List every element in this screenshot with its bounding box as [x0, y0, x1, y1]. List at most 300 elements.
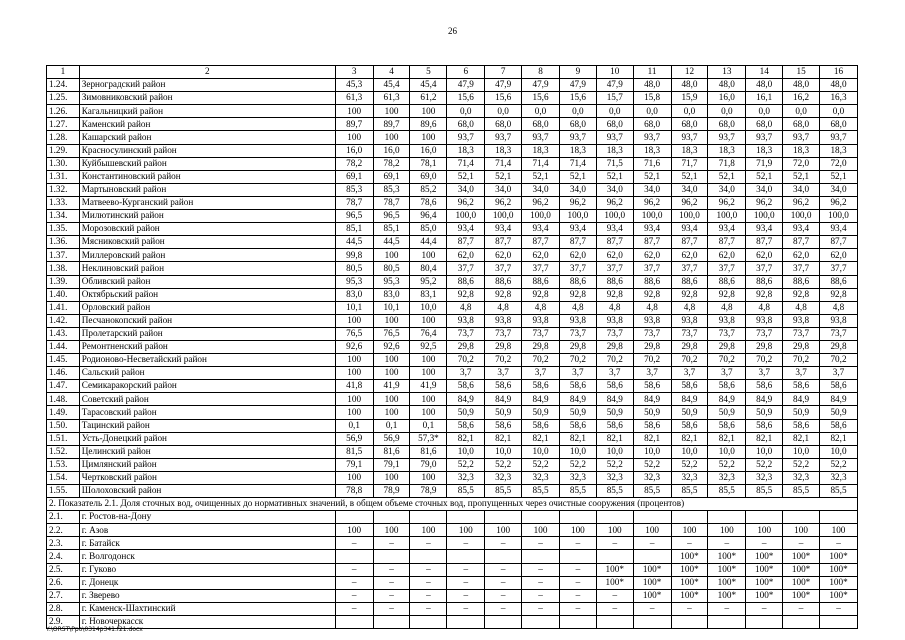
- table-row: [47, 262, 858, 275]
- table-row: [47, 314, 858, 327]
- value-cell: 34,0: [485, 183, 522, 196]
- value-cell: 34,0: [596, 183, 633, 196]
- table-row: [47, 157, 858, 170]
- value-cell: 100: [373, 314, 410, 327]
- value-cell: –: [783, 602, 820, 615]
- value-cell: 93,7: [447, 131, 485, 144]
- value-cell: 58,6: [485, 419, 522, 432]
- value-cell: 29,8: [746, 340, 783, 353]
- value-cell: 93,4: [820, 223, 858, 236]
- value-cell: 71,4: [559, 157, 596, 170]
- row-number: 1.41.: [47, 301, 80, 314]
- value-cell: 85,0: [410, 223, 447, 236]
- value-cell: 78,9: [410, 485, 447, 498]
- value-cell: [373, 550, 410, 563]
- row-number: 1.55.: [47, 485, 80, 498]
- row-number: 2.6.: [47, 576, 80, 589]
- value-cell: 92,6: [373, 340, 410, 353]
- value-cell: [447, 550, 485, 563]
- value-cell: 78,8: [335, 485, 373, 498]
- value-cell: [559, 615, 596, 628]
- value-cell: 100: [335, 131, 373, 144]
- row-number: 1.29.: [47, 144, 80, 157]
- column-header: 4: [373, 66, 410, 79]
- value-cell: 32,3: [746, 471, 783, 484]
- column-header: 1: [47, 66, 80, 79]
- value-cell: 96,5: [335, 210, 373, 223]
- value-cell: 32,3: [522, 471, 560, 484]
- value-cell: 4,8: [783, 301, 820, 314]
- value-cell: 100: [671, 524, 708, 537]
- value-cell: 52,2: [746, 458, 783, 471]
- value-cell: [820, 511, 858, 524]
- value-cell: 68,0: [485, 118, 522, 131]
- value-cell: 62,0: [447, 249, 485, 262]
- row-number: 2.5.: [47, 563, 80, 576]
- district-name: Тарасовский район: [79, 406, 335, 419]
- value-cell: 84,9: [633, 393, 671, 406]
- value-cell: 37,7: [596, 262, 633, 275]
- value-cell: 70,2: [559, 354, 596, 367]
- value-cell: –: [708, 537, 746, 550]
- value-cell: 93,8: [559, 314, 596, 327]
- row-number: 2.8.: [47, 602, 80, 615]
- district-name: Кагальницкий район: [79, 105, 335, 118]
- value-cell: 29,8: [522, 340, 560, 353]
- table-row: [47, 354, 858, 367]
- value-cell: 18,3: [485, 144, 522, 157]
- value-cell: 58,6: [783, 419, 820, 432]
- value-cell: 58,6: [671, 419, 708, 432]
- value-cell: [746, 511, 783, 524]
- value-cell: 16,2: [783, 92, 820, 105]
- section-title: 2. Показатель 2.1. Доля сточных вод, очищенных до нормативных значений, в общем объеме сточных вод, пропущенных через очистные сооружения (процентов): [47, 498, 858, 511]
- value-cell: 87,7: [820, 236, 858, 249]
- value-cell: 73,7: [522, 327, 560, 340]
- row-number: 1.26.: [47, 105, 80, 118]
- value-cell: 100: [335, 354, 373, 367]
- value-cell: [559, 550, 596, 563]
- value-cell: –: [485, 589, 522, 602]
- value-cell: 52,2: [820, 458, 858, 471]
- table-row: [47, 485, 858, 498]
- value-cell: 44,4: [410, 236, 447, 249]
- value-cell: 10,0: [447, 445, 485, 458]
- value-cell: 4,8: [596, 301, 633, 314]
- value-cell: 84,9: [485, 393, 522, 406]
- value-cell: 4,8: [708, 301, 746, 314]
- value-cell: 0,0: [559, 105, 596, 118]
- value-cell: 81,5: [335, 445, 373, 458]
- district-name: Зерноградский район: [79, 79, 335, 92]
- value-cell: 93,8: [485, 314, 522, 327]
- column-header: 8: [522, 66, 560, 79]
- value-cell: 96,2: [708, 196, 746, 209]
- value-cell: 71,4: [447, 157, 485, 170]
- value-cell: 100: [373, 393, 410, 406]
- value-cell: 16,0: [410, 144, 447, 157]
- value-cell: 85,5: [447, 485, 485, 498]
- value-cell: 62,0: [708, 249, 746, 262]
- value-cell: –: [373, 537, 410, 550]
- row-number: 1.52.: [47, 445, 80, 458]
- value-cell: –: [633, 602, 671, 615]
- value-cell: 4,8: [633, 301, 671, 314]
- value-cell: 99,8: [335, 249, 373, 262]
- value-cell: 32,3: [485, 471, 522, 484]
- row-number: 1.53.: [47, 458, 80, 471]
- value-cell: 37,7: [783, 262, 820, 275]
- value-cell: 18,3: [522, 144, 560, 157]
- value-cell: 68,0: [559, 118, 596, 131]
- value-cell: 96,5: [373, 210, 410, 223]
- value-cell: 100,0: [783, 210, 820, 223]
- value-cell: 100*: [633, 576, 671, 589]
- value-cell: –: [708, 602, 746, 615]
- value-cell: 58,6: [746, 380, 783, 393]
- table-row: [47, 144, 858, 157]
- value-cell: [671, 615, 708, 628]
- value-cell: 80,4: [410, 262, 447, 275]
- value-cell: 85,1: [373, 223, 410, 236]
- value-cell: 29,8: [485, 340, 522, 353]
- value-cell: –: [820, 602, 858, 615]
- value-cell: 15,6: [485, 92, 522, 105]
- value-cell: 52,1: [559, 170, 596, 183]
- table-row: [47, 275, 858, 288]
- value-cell: 88,6: [708, 275, 746, 288]
- value-cell: 82,1: [559, 432, 596, 445]
- value-cell: 87,7: [522, 236, 560, 249]
- value-cell: 93,7: [708, 131, 746, 144]
- value-cell: 82,1: [708, 432, 746, 445]
- value-cell: 52,2: [671, 458, 708, 471]
- value-cell: 84,9: [783, 393, 820, 406]
- value-cell: 58,6: [708, 419, 746, 432]
- value-cell: [410, 615, 447, 628]
- column-header: 5: [410, 66, 447, 79]
- row-number: 1.36.: [47, 236, 80, 249]
- value-cell: 37,7: [447, 262, 485, 275]
- value-cell: 100: [559, 524, 596, 537]
- value-cell: 84,9: [708, 393, 746, 406]
- value-cell: –: [596, 589, 633, 602]
- value-cell: 4,8: [485, 301, 522, 314]
- value-cell: 29,8: [559, 340, 596, 353]
- value-cell: 10,0: [746, 445, 783, 458]
- value-cell: 37,7: [820, 262, 858, 275]
- value-cell: 84,9: [671, 393, 708, 406]
- value-cell: 52,2: [485, 458, 522, 471]
- column-header: 7: [485, 66, 522, 79]
- value-cell: 93,8: [708, 314, 746, 327]
- value-cell: 85,1: [335, 223, 373, 236]
- value-cell: 100*: [746, 576, 783, 589]
- value-cell: 32,3: [820, 471, 858, 484]
- value-cell: 87,7: [746, 236, 783, 249]
- value-cell: 32,3: [783, 471, 820, 484]
- value-cell: 95,3: [373, 275, 410, 288]
- value-cell: 10,0: [708, 445, 746, 458]
- column-header: 13: [708, 66, 746, 79]
- value-cell: 52,1: [596, 170, 633, 183]
- value-cell: 10,0: [596, 445, 633, 458]
- value-cell: 100: [373, 471, 410, 484]
- value-cell: 10,1: [335, 301, 373, 314]
- value-cell: 10,0: [522, 445, 560, 458]
- table-row: [47, 288, 858, 301]
- value-cell: 92,8: [522, 288, 560, 301]
- value-cell: 100*: [596, 563, 633, 576]
- row-number: 1.46.: [47, 367, 80, 380]
- value-cell: 10,0: [671, 445, 708, 458]
- table-row: [47, 537, 858, 550]
- value-cell: 82,1: [633, 432, 671, 445]
- value-cell: 89,7: [373, 118, 410, 131]
- value-cell: 68,0: [671, 118, 708, 131]
- value-cell: –: [447, 537, 485, 550]
- value-cell: 100: [373, 249, 410, 262]
- value-cell: 52,2: [783, 458, 820, 471]
- row-number: 2.2.: [47, 524, 80, 537]
- value-cell: 80,5: [373, 262, 410, 275]
- value-cell: 93,8: [596, 314, 633, 327]
- value-cell: 89,7: [335, 118, 373, 131]
- value-cell: 48,0: [633, 79, 671, 92]
- value-cell: 96,2: [783, 196, 820, 209]
- value-cell: 50,9: [783, 406, 820, 419]
- value-cell: 93,4: [485, 223, 522, 236]
- value-cell: 100*: [708, 563, 746, 576]
- value-cell: 84,9: [820, 393, 858, 406]
- row-number: 1.35.: [47, 223, 80, 236]
- value-cell: 16,0: [373, 144, 410, 157]
- value-cell: –: [522, 602, 560, 615]
- value-cell: 62,0: [746, 249, 783, 262]
- value-cell: 92,8: [485, 288, 522, 301]
- value-cell: 47,9: [596, 79, 633, 92]
- value-cell: 15,6: [559, 92, 596, 105]
- value-cell: 10,0: [820, 445, 858, 458]
- value-cell: 58,6: [820, 380, 858, 393]
- value-cell: 34,0: [447, 183, 485, 196]
- value-cell: 37,7: [559, 262, 596, 275]
- value-cell: 82,1: [783, 432, 820, 445]
- row-number: 1.37.: [47, 249, 80, 262]
- value-cell: 87,7: [671, 236, 708, 249]
- value-cell: 18,3: [783, 144, 820, 157]
- value-cell: 48,0: [746, 79, 783, 92]
- value-cell: 18,3: [633, 144, 671, 157]
- value-cell: 70,2: [485, 354, 522, 367]
- value-cell: –: [373, 589, 410, 602]
- value-cell: 37,7: [522, 262, 560, 275]
- value-cell: 93,8: [522, 314, 560, 327]
- value-cell: 4,8: [559, 301, 596, 314]
- value-cell: 32,3: [633, 471, 671, 484]
- column-header: 6: [447, 66, 485, 79]
- district-name: Миллеровский район: [79, 249, 335, 262]
- value-cell: 96,2: [559, 196, 596, 209]
- row-number: 1.45.: [47, 354, 80, 367]
- value-cell: 16,0: [335, 144, 373, 157]
- value-cell: [335, 615, 373, 628]
- value-cell: 85,5: [671, 485, 708, 498]
- value-cell: [633, 511, 671, 524]
- value-cell: 0,0: [596, 105, 633, 118]
- value-cell: 100: [335, 314, 373, 327]
- value-cell: 81,6: [373, 445, 410, 458]
- value-cell: 50,9: [746, 406, 783, 419]
- value-cell: –: [335, 602, 373, 615]
- value-cell: 58,6: [746, 419, 783, 432]
- value-cell: –: [485, 537, 522, 550]
- value-cell: 85,3: [373, 183, 410, 196]
- value-cell: 100*: [633, 589, 671, 602]
- value-cell: 70,2: [522, 354, 560, 367]
- value-cell: 62,0: [485, 249, 522, 262]
- value-cell: 88,6: [820, 275, 858, 288]
- value-cell: 84,9: [559, 393, 596, 406]
- district-name: Сальский район: [79, 367, 335, 380]
- value-cell: –: [373, 602, 410, 615]
- value-cell: 52,2: [633, 458, 671, 471]
- value-cell: 34,0: [522, 183, 560, 196]
- row-number: 1.28.: [47, 131, 80, 144]
- district-name: Родионово-Несветайский район: [79, 354, 335, 367]
- value-cell: –: [671, 537, 708, 550]
- value-cell: 37,7: [746, 262, 783, 275]
- value-cell: 3,7: [559, 367, 596, 380]
- value-cell: 100: [373, 524, 410, 537]
- value-cell: 96,4: [410, 210, 447, 223]
- district-name: г. Зверево: [79, 589, 335, 602]
- value-cell: 41,9: [373, 380, 410, 393]
- value-cell: 58,6: [596, 419, 633, 432]
- value-cell: 84,9: [746, 393, 783, 406]
- district-name: Мартыновский район: [79, 183, 335, 196]
- district-name: Неклиновский район: [79, 262, 335, 275]
- value-cell: 96,2: [447, 196, 485, 209]
- table-row: [47, 589, 858, 602]
- value-cell: 4,8: [671, 301, 708, 314]
- value-cell: 3,7: [522, 367, 560, 380]
- value-cell: 62,0: [596, 249, 633, 262]
- row-number: 1.24.: [47, 79, 80, 92]
- value-cell: –: [559, 576, 596, 589]
- value-cell: 100: [373, 354, 410, 367]
- value-cell: 61,3: [335, 92, 373, 105]
- value-cell: 37,7: [633, 262, 671, 275]
- value-cell: 18,3: [447, 144, 485, 157]
- value-cell: 100,0: [485, 210, 522, 223]
- district-name: Песчанокопский район: [79, 314, 335, 327]
- value-cell: 50,9: [522, 406, 560, 419]
- value-cell: 44,5: [373, 236, 410, 249]
- value-cell: –: [596, 602, 633, 615]
- value-cell: [373, 615, 410, 628]
- value-cell: [335, 511, 373, 524]
- value-cell: 78,2: [335, 157, 373, 170]
- value-cell: 62,0: [559, 249, 596, 262]
- row-number: 2.7.: [47, 589, 80, 602]
- value-cell: 52,1: [485, 170, 522, 183]
- value-cell: 93,7: [746, 131, 783, 144]
- district-name: Орловский район: [79, 301, 335, 314]
- value-cell: 93,7: [671, 131, 708, 144]
- value-cell: 50,9: [633, 406, 671, 419]
- value-cell: 100: [410, 354, 447, 367]
- value-cell: 100*: [671, 589, 708, 602]
- value-cell: 3,7: [708, 367, 746, 380]
- value-cell: 0,0: [820, 105, 858, 118]
- value-cell: –: [522, 576, 560, 589]
- value-cell: 70,2: [596, 354, 633, 367]
- value-cell: 50,9: [596, 406, 633, 419]
- district-name: г. Батайск: [79, 537, 335, 550]
- value-cell: –: [410, 563, 447, 576]
- value-cell: 73,7: [633, 327, 671, 340]
- value-cell: [447, 615, 485, 628]
- value-cell: 56,9: [373, 432, 410, 445]
- value-cell: 58,6: [447, 380, 485, 393]
- value-cell: 100: [746, 524, 783, 537]
- district-name: Зимовниковский район: [79, 92, 335, 105]
- table-row: [47, 563, 858, 576]
- value-cell: –: [335, 589, 373, 602]
- value-cell: 73,7: [820, 327, 858, 340]
- table-row: [47, 327, 858, 340]
- value-cell: [783, 511, 820, 524]
- value-cell: 10,1: [373, 301, 410, 314]
- value-cell: 85,5: [820, 485, 858, 498]
- value-cell: 0,0: [708, 105, 746, 118]
- value-cell: 16,3: [820, 92, 858, 105]
- value-cell: 100: [410, 105, 447, 118]
- value-cell: 16,1: [746, 92, 783, 105]
- value-cell: 85,5: [746, 485, 783, 498]
- value-cell: 92,6: [335, 340, 373, 353]
- table-row: [47, 445, 858, 458]
- row-number: 1.54.: [47, 471, 80, 484]
- district-name: Куйбышевский район: [79, 157, 335, 170]
- value-cell: 68,0: [820, 118, 858, 131]
- value-cell: 87,7: [708, 236, 746, 249]
- value-cell: 82,1: [596, 432, 633, 445]
- value-cell: 100,0: [522, 210, 560, 223]
- table-row: [47, 301, 858, 314]
- value-cell: 100*: [746, 563, 783, 576]
- value-cell: 58,6: [783, 380, 820, 393]
- value-cell: 87,7: [559, 236, 596, 249]
- value-cell: 32,3: [708, 471, 746, 484]
- value-cell: 73,7: [746, 327, 783, 340]
- value-cell: 70,2: [708, 354, 746, 367]
- value-cell: –: [559, 602, 596, 615]
- value-cell: 82,1: [485, 432, 522, 445]
- value-cell: 58,6: [633, 380, 671, 393]
- value-cell: 37,7: [708, 262, 746, 275]
- value-cell: 100*: [708, 576, 746, 589]
- row-number: 1.48.: [47, 393, 80, 406]
- table-row: [47, 92, 858, 105]
- table-row: [47, 183, 858, 196]
- value-cell: –: [335, 537, 373, 550]
- district-name: Пролетарский район: [79, 327, 335, 340]
- value-cell: –: [447, 589, 485, 602]
- column-header: 12: [671, 66, 708, 79]
- value-cell: 61,2: [410, 92, 447, 105]
